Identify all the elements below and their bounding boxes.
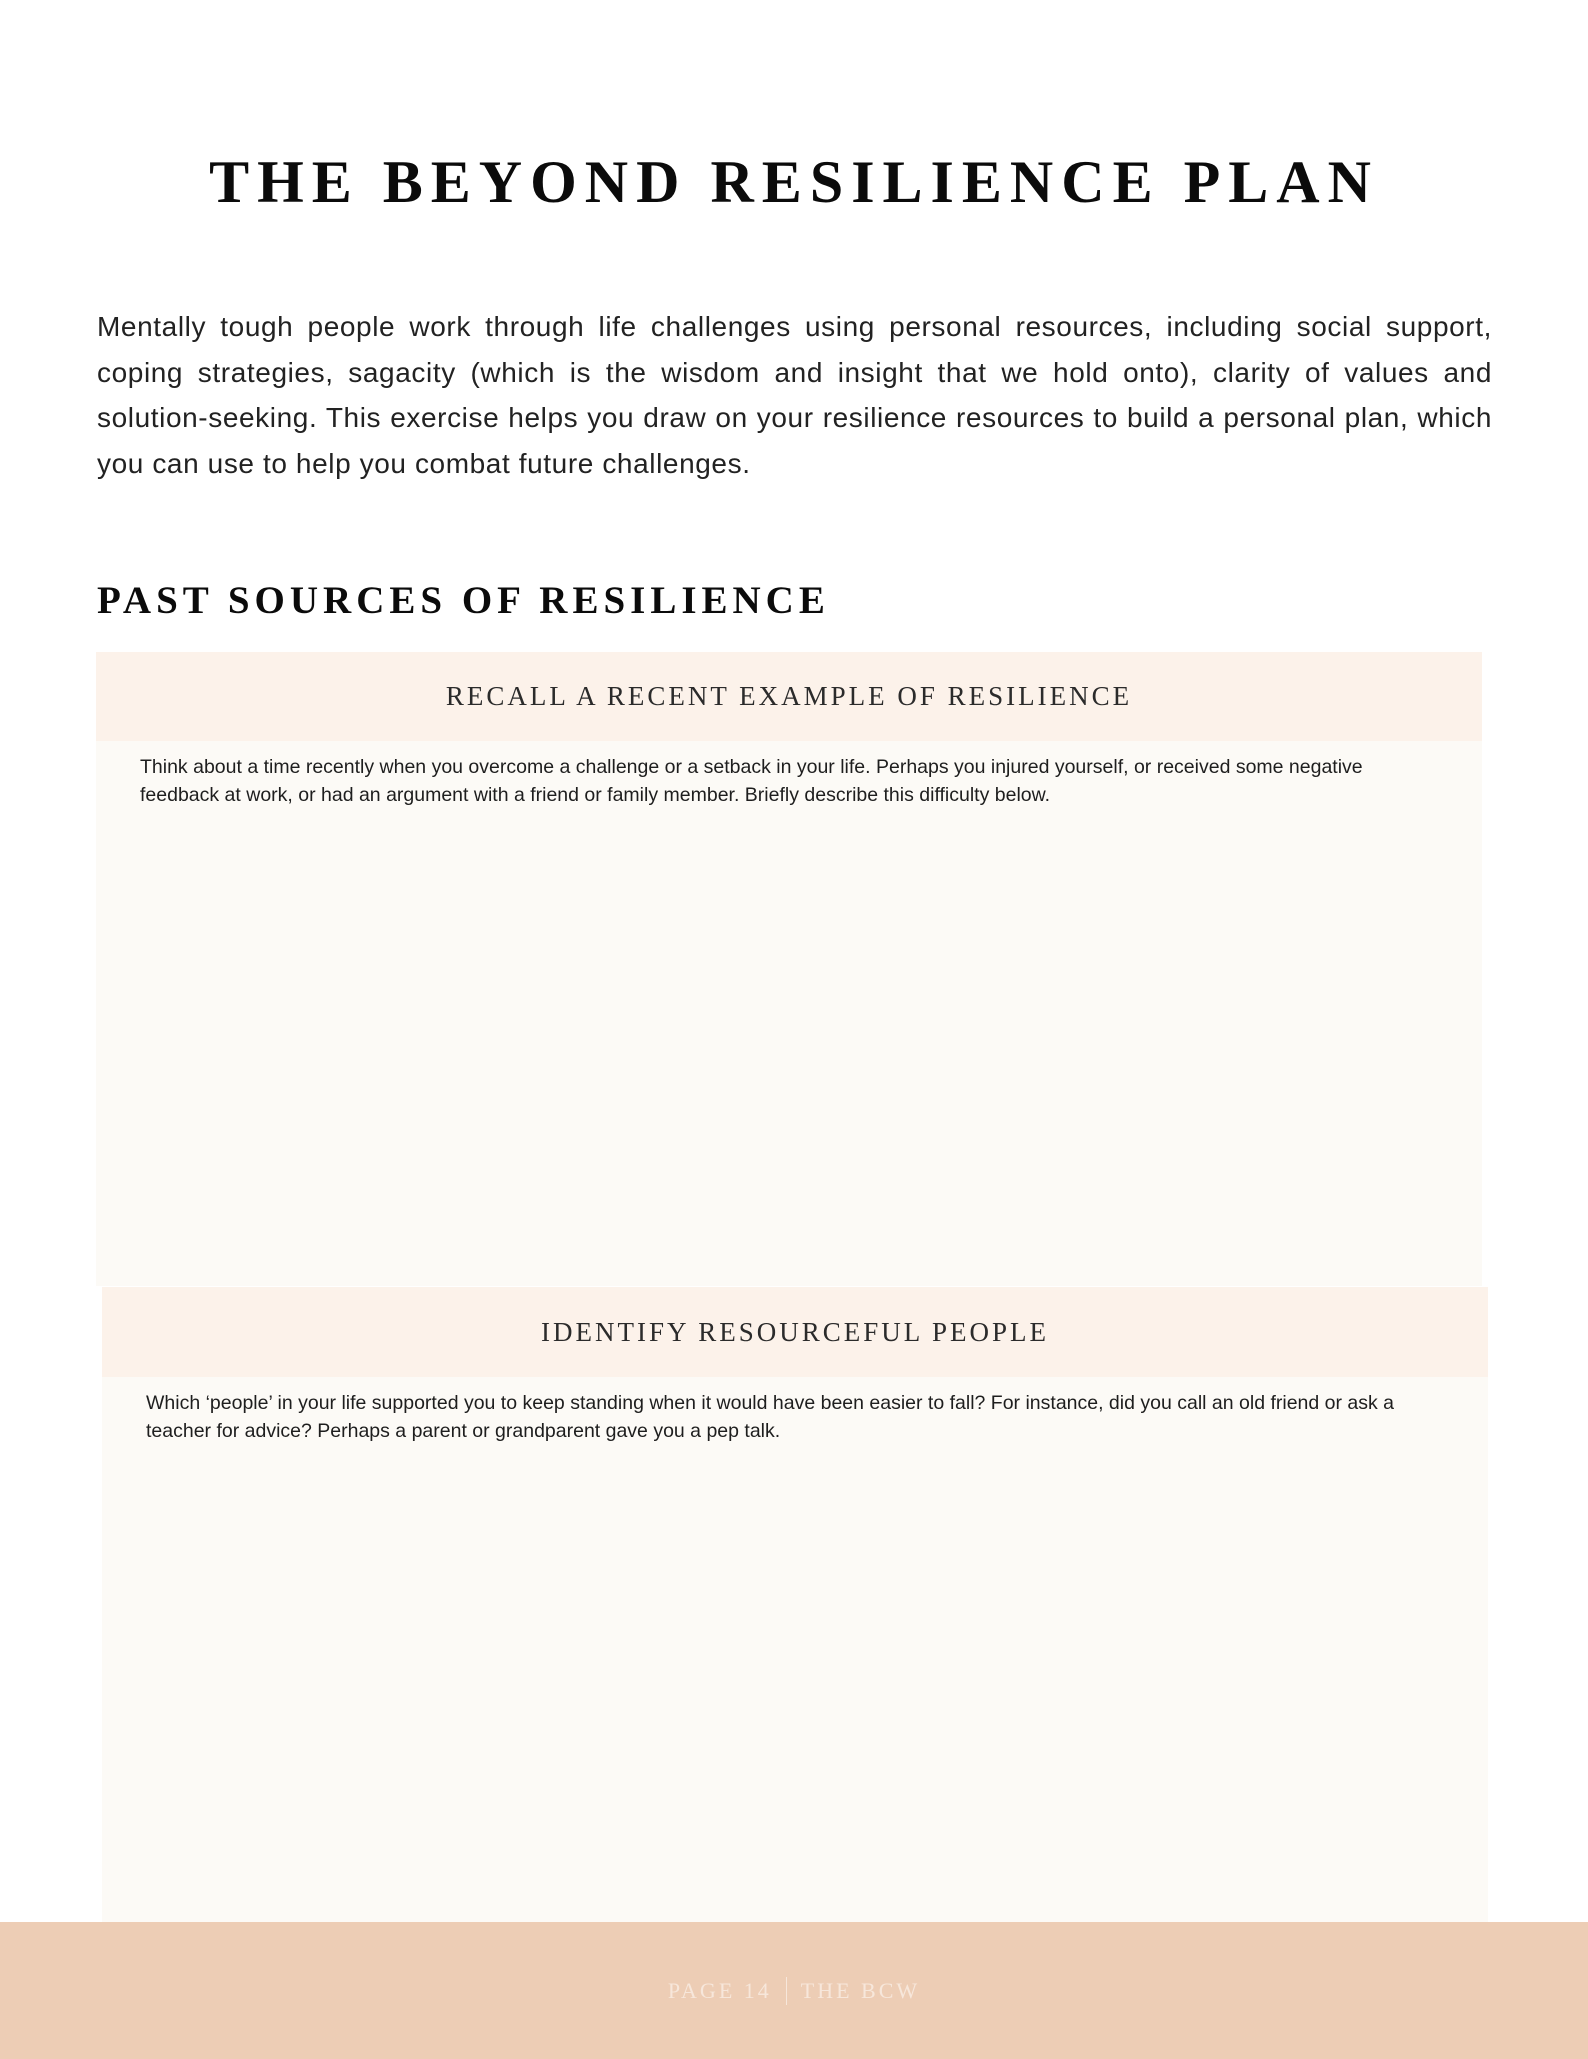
footer-brand: THE BCW (800, 1977, 921, 2003)
resilience-example-answer-field[interactable] (96, 809, 1482, 1269)
resourceful-people-answer-field[interactable] (102, 1445, 1488, 1905)
page-footer (0, 1922, 1588, 2059)
section-heading: PAST SOURCES OF RESILIENCE (97, 579, 830, 622)
page-title: THE BEYOND RESILIENCE PLAN (209, 149, 1379, 215)
card-prompt: Think about a time recently when you overcome a challenge or a setback in your life. Perhaps you injured yourself, or received some negative feedback at work, or had an argument with a friend or family member. Briefly describe this difficulty below. (140, 756, 1363, 806)
resourceful-people-card (102, 1287, 1488, 1922)
card-prompt: Which ‘people’ in your life supported you to keep standing when it would have been easier to fall? For instance, did you call an old friend or ask a teacher for advice? Perhaps a parent or grandparent gave you a pep talk. (146, 1392, 1395, 1442)
page-number-label: PAGE 14 (667, 1977, 772, 2003)
resilience-example-card (96, 652, 1482, 1286)
card-header: IDENTIFY RESOURCEFUL PEOPLE (102, 1287, 1488, 1377)
intro-paragraph: Mentally tough people work through life challenges using personal resources, including social support, coping strategies, sagacity (which is the wisdom and insight that we hold onto), clarity of values and solution-seeking. This exercise helps you draw on your resilience resources to build a personal plan, which you can use to help you combat future challenges. (97, 311, 1492, 479)
card-header: RECALL A RECENT EXAMPLE OF RESILIENCE (96, 652, 1482, 741)
footer-divider (786, 1977, 787, 2005)
